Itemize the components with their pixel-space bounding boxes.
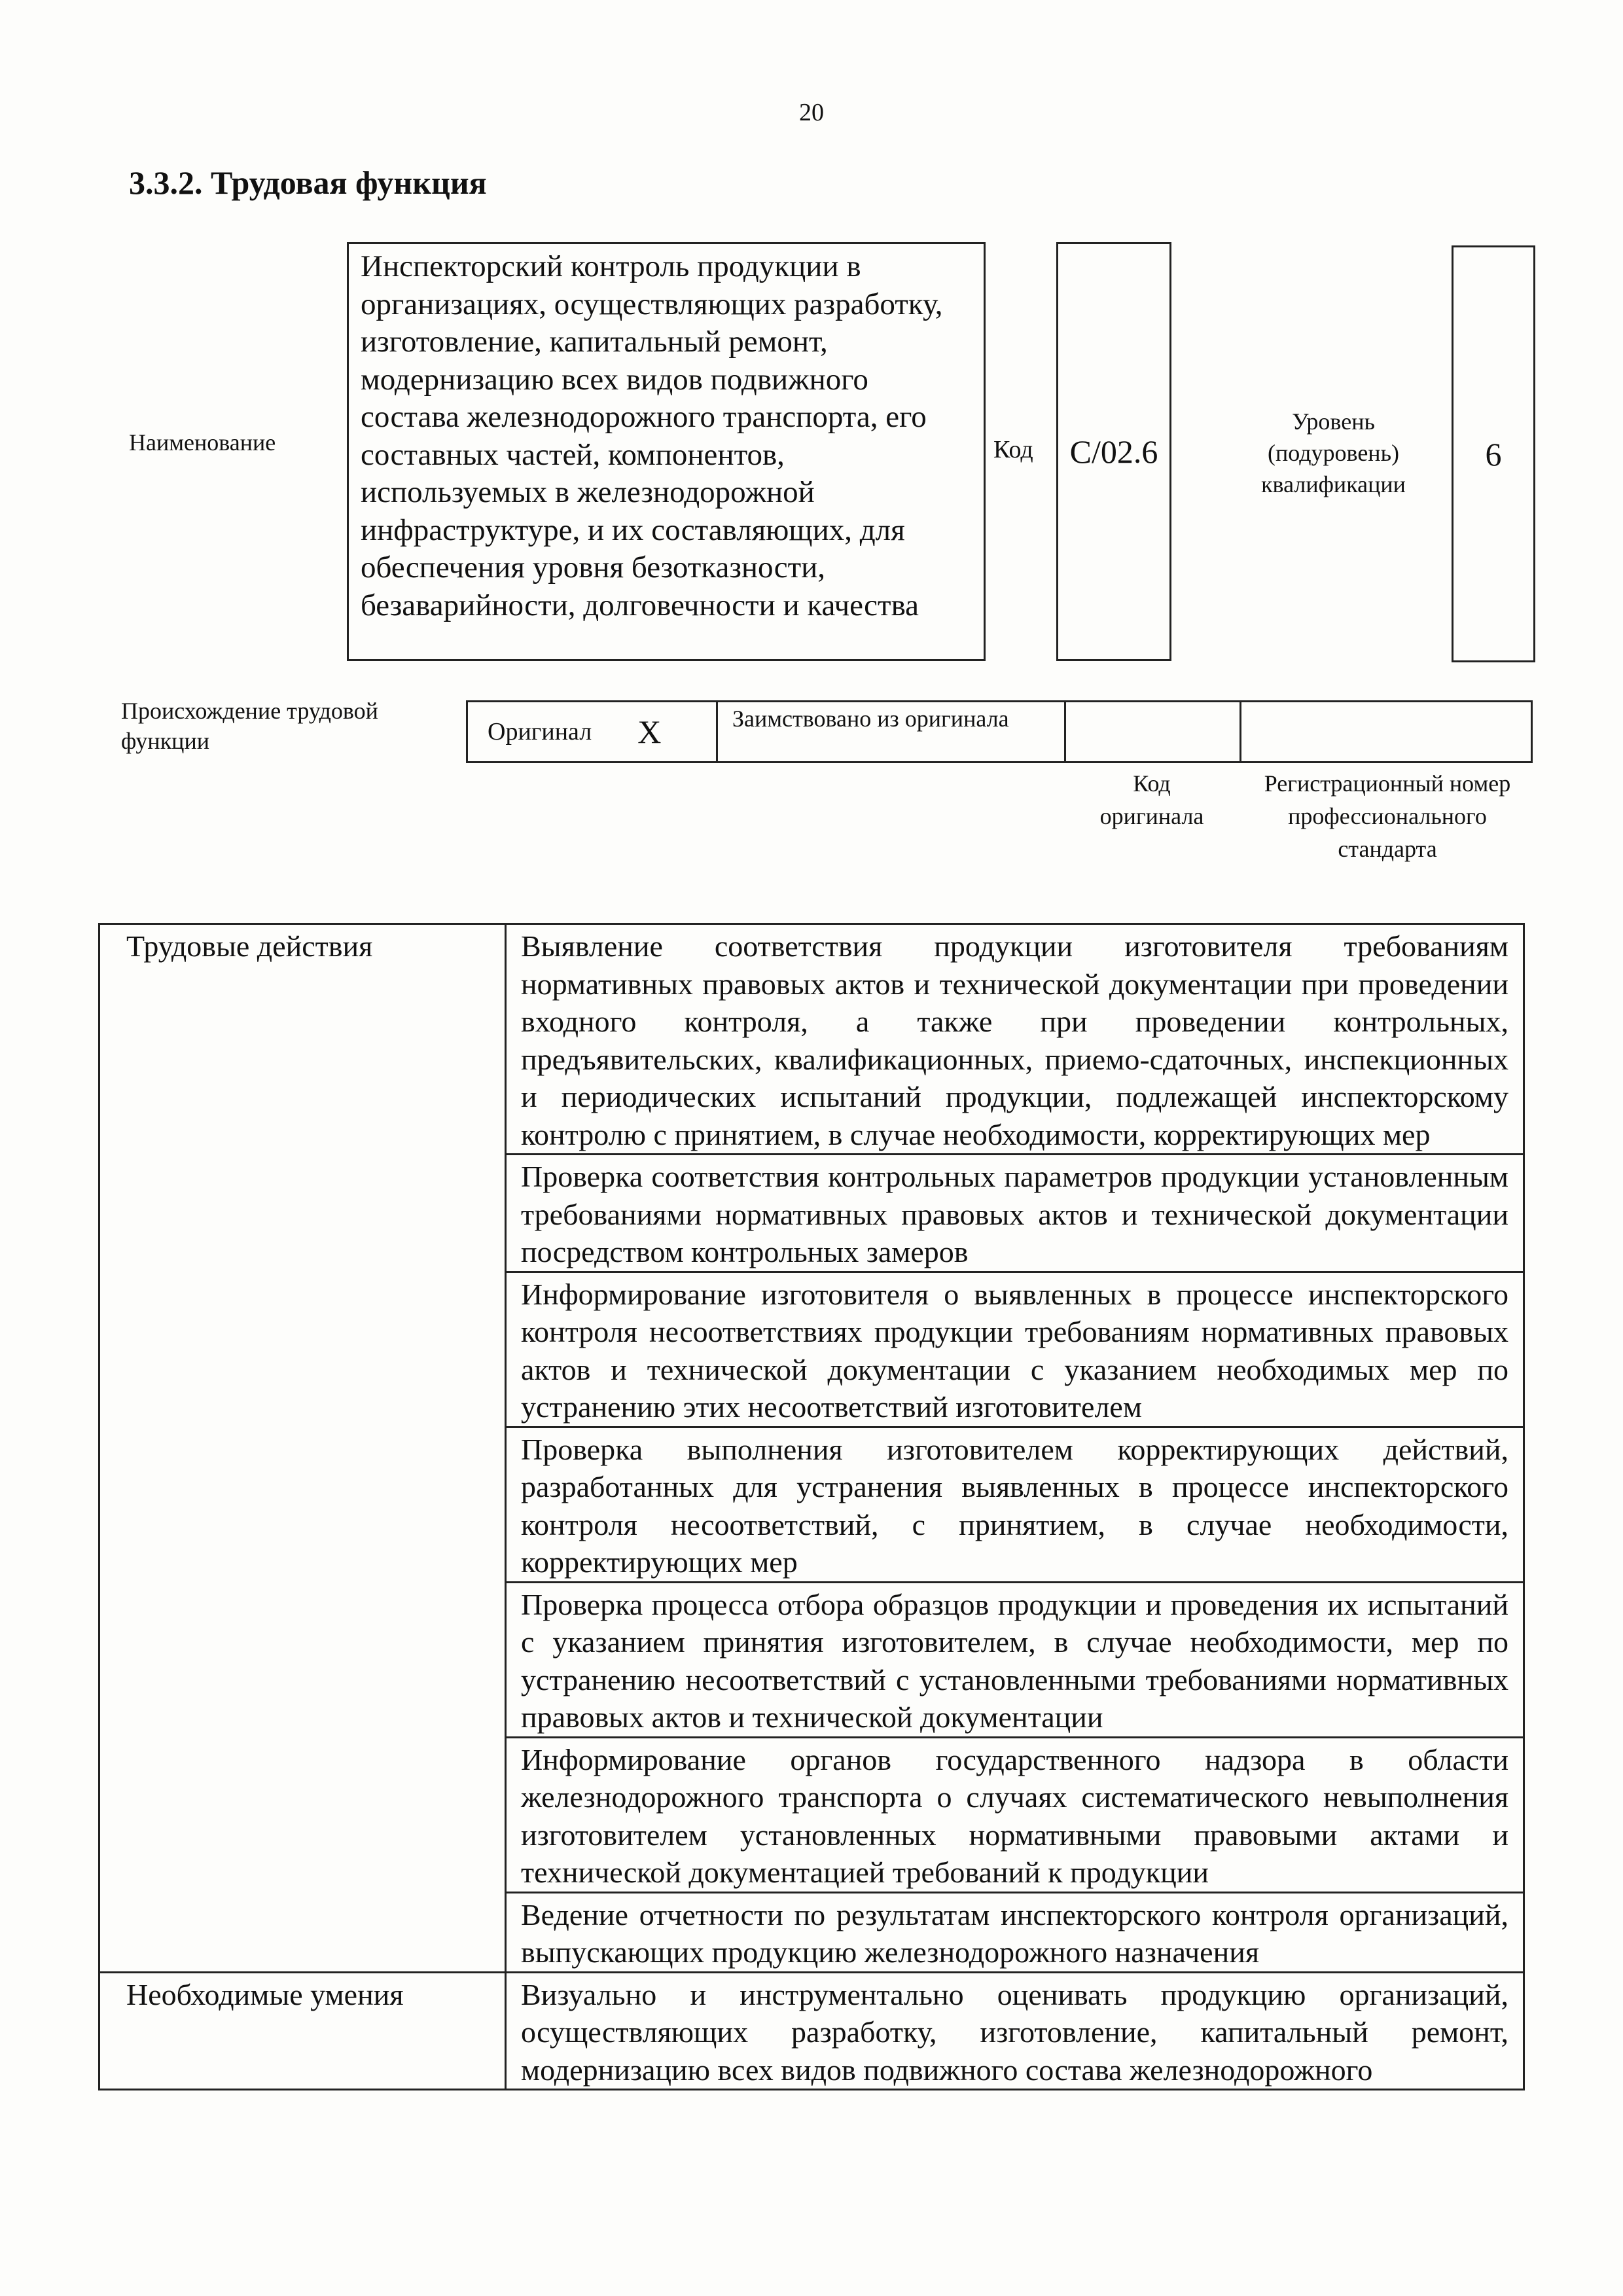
name-label: Наименование (129, 429, 276, 456)
level-value-text: 6 (1485, 435, 1502, 473)
labor-action: Проверка соответствия контрольных параметров продукции установленным требованиями нормативных правовых актов и технической документации посредством контрольных замеров (506, 1155, 1524, 1272)
name-value: Инспекторский контроль продукции в организациях, осуществляющих разработку, изготовление, капитальный ремонт, модернизацию всех видов подвижного состава железнодорожного транспорта, его составных частей, компонентов, используемых в железнодорожной инфраструктуре, и их составляющих, для обеспечения уровня безотказности, безаварийности, долговечности и качества (347, 242, 986, 661)
labor-action: Ведение отчетности по результатам инспекторского контроля организаций, выпускающих продукцию железнодорожного назначения (506, 1892, 1524, 1972)
origin-original-cell (468, 702, 718, 761)
origin-code-cell (1066, 702, 1241, 761)
labor-action: Информирование изготовителя о выявленных в процессе инспекторского контроля несоответствиях продукции требованиям нормативных правовых актов и технической документации с указанием необходимых мер по устранению этих несоответствий изготовителем (506, 1272, 1524, 1427)
reg-number-caption: Регистрационный номер профессионального стандарта (1264, 770, 1511, 862)
labor-action: Проверка выполнения изготовителем корректирующих действий, разработанных для устранения выявленных в процессе инспекторского контроля несоответствий, с принятием, в случае необходимости, корректирующих мер (506, 1427, 1524, 1582)
origin-row (466, 700, 1533, 763)
origin-original-mark: X (637, 713, 662, 750)
page-number: 20 (799, 99, 824, 126)
skills-label: Необходимые умения (99, 1972, 506, 2090)
labor-action: Выявление соответствия продукции изготовителя требованиям нормативных правовых актов и технической документации при проведении входного контроля, а также при проведении контрольных, предъявительских, квалификационных, приемо-сдаточных, инспекционных и периодических испытаний продукции, подлежащей инспекторскому контролю с принятием, в случае необходимости, корректирующих мер (506, 924, 1524, 1155)
labor-action: Информирование органов государственного надзора в области железнодорожного транспорта о случаях систематического невыполнения изготовителем установленных нормативными правовыми актами и технической документацией требований к продукции (506, 1737, 1524, 1892)
level-value (1452, 245, 1535, 662)
section-title: 3.3.2. Трудовая функция (129, 164, 487, 201)
origin-borrowed-cell: Заимствовано из оригинала (718, 702, 1066, 761)
origin-original-label: Оригинал (488, 718, 592, 745)
function-table (98, 923, 1525, 2090)
labor-actions-label: Трудовые действия (99, 924, 506, 1973)
original-code-caption: Код оригинала (1099, 770, 1204, 829)
origin-reg-number-cell (1241, 702, 1531, 761)
origin-label: Происхождение трудовой функции (121, 698, 378, 754)
table-row (99, 924, 1524, 1155)
labor-action: Проверка процесса отбора образцов продукции и проведения их испытаний с указанием принятия изготовителем, в случае необходимости, мер по устранению несоответствий с установленными требованиями нормативных правовых актов и технической документации (506, 1582, 1524, 1737)
code-value (1056, 242, 1171, 661)
table-row (99, 1972, 1524, 2090)
code-value-text: С/02.6 (1069, 433, 1158, 470)
code-label: Код (993, 436, 1033, 463)
skill: Визуально и инструментально оценивать продукцию организаций, осуществляющих разработку, изготовление, капитальный ремонт, модернизацию всех видов подвижного состава железнодорожного (506, 1972, 1524, 2090)
level-label: Уровень (подуровень) квалификации (1261, 408, 1406, 497)
